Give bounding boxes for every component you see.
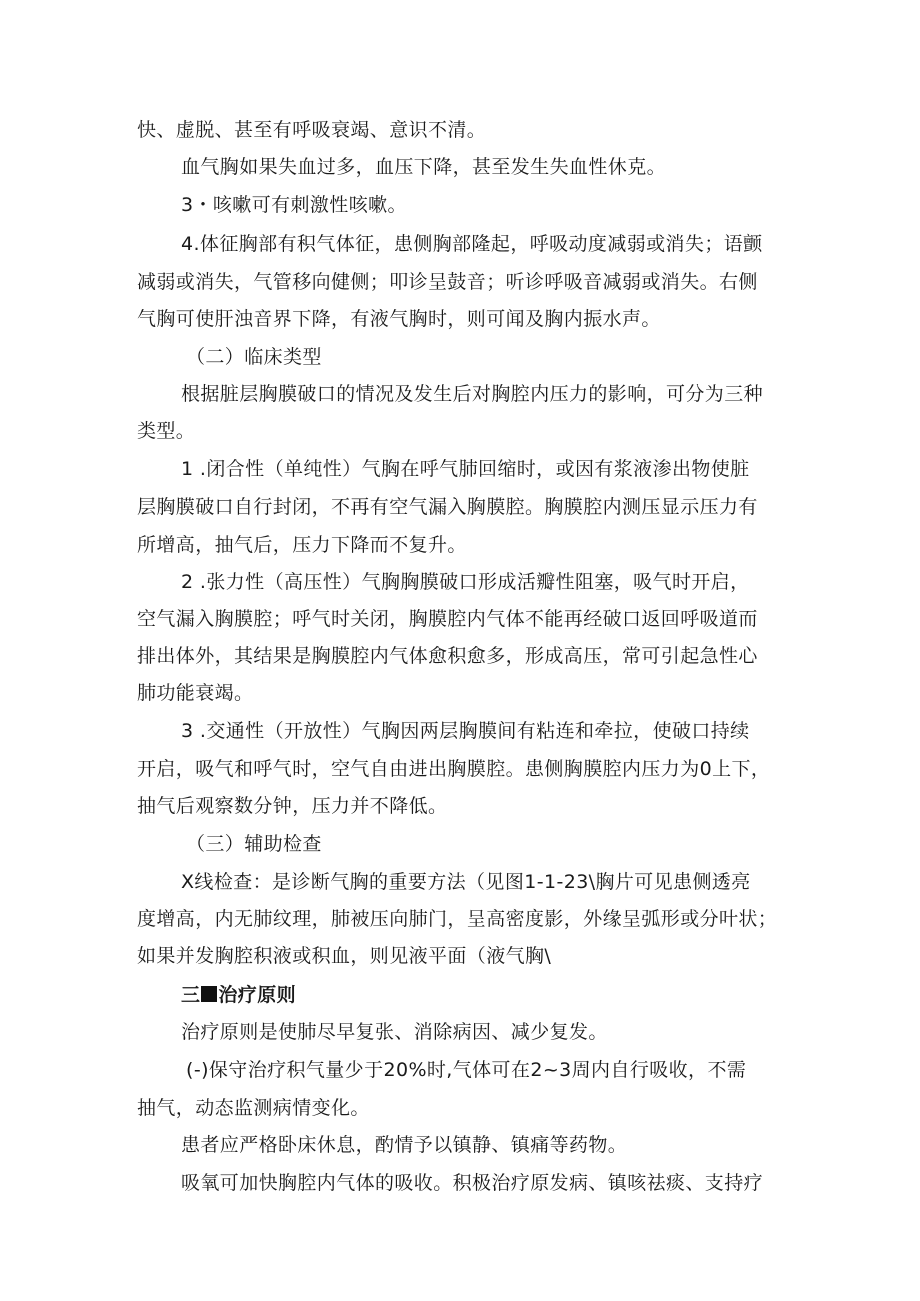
paragraph-line: 如果并发胸腔积液或积血，则见液平面（液气胸\ xyxy=(137,945,552,967)
paragraph-line: 根据脏层胸膜破口的情况及发生后对胸腔内压力的影响，可分为三种 xyxy=(181,383,764,405)
paragraph-line: 层胸膜破口自行封闭，不再有空气漏入胸膜腔。胸膜腔内测压显示压力有 xyxy=(137,496,758,518)
paragraph-line: 治疗原则是使肺尽早复张、消除病因、减少复发。 xyxy=(181,1021,608,1043)
paragraph-line: 空气漏入胸膜腔；呼气时关闭，胸膜腔内气体不能再经破口返回呼吸道而 xyxy=(137,608,758,630)
paragraph-line: X线检查：是诊断气胸的重要方法（见图1-1-23\胸片可见患侧透亮 xyxy=(181,871,751,893)
paragraph-line: 患者应严格卧床休息，酌情予以镇静、镇痛等药物。 xyxy=(181,1134,628,1156)
paragraph-line: 肺功能衰竭。 xyxy=(137,682,254,704)
paragraph-line: 类型。 xyxy=(137,420,196,442)
paragraph-line: 排出体外，其结果是胸膜腔内气体愈积愈多，形成高压，常可引起急性心 xyxy=(137,645,758,667)
chapter-heading xyxy=(181,983,296,1007)
filled-square-icon xyxy=(201,986,217,1002)
paragraph-line: (-)保守治疗积气量少于20%时,气体可在2~3周内自行吸收，不需 xyxy=(186,1059,747,1081)
paragraph-line: 吸氧可加快胸腔内气体的吸收。积极治疗原发病、镇咳祛痰、支持疗 xyxy=(181,1172,764,1194)
paragraph-line: 减弱或消失，气管移向健侧；叩诊呈鼓音；听诊呼吸音减弱或消失。右侧 xyxy=(137,271,758,293)
paragraph-line: 快、虚脱、甚至有呼吸衰竭、意识不清。 xyxy=(137,119,487,141)
paragraph-line: 抽气后观察数分钟，压力并不降低。 xyxy=(137,795,448,817)
paragraph-line: 1 .闭合性（单纯性）气胸在呼气肺回缩时，或因有浆液渗出物使脏 xyxy=(181,458,750,480)
chapter-title: 治疗原则 xyxy=(218,984,297,1006)
paragraph-line: 气胸可使肝浊音界下降，有液气胸时，则可闻及胸内振水声。 xyxy=(137,308,661,330)
section-heading: （二）临床类型 xyxy=(186,346,322,368)
paragraph-line: 度增高，内无肺纹理，肺被压向肺门，呈高密度影，外缘呈弧形或分叶状； xyxy=(137,908,778,930)
paragraph-line: 3・咳嗽可有刺激性咳嗽。 xyxy=(181,194,407,216)
paragraph-line: 开启，吸气和呼气时，空气自由进出胸膜腔。患侧胸膜腔内压力为0上下， xyxy=(137,758,771,780)
paragraph-line: 所增高，抽气后，压力下降而不复升。 xyxy=(137,534,467,556)
paragraph-line: 3 .交通性（开放性）气胸因两层胸膜间有粘连和牵拉，使破口持续 xyxy=(181,720,750,742)
paragraph-line: 2 .张力性（高压性）气胸胸膜破口形成活瓣性阻塞，吸气时开启， xyxy=(181,571,750,593)
paragraph-line: 血气胸如果失血过多，血压下降，甚至发生失血性休克。 xyxy=(181,156,667,178)
paragraph-line: 抽气，动态监测病情变化。 xyxy=(137,1097,370,1119)
section-heading: （三）辅助检查 xyxy=(186,833,322,855)
chapter-number: 三 xyxy=(181,984,201,1006)
paragraph-line: 4.体征胸部有积气体征，患侧胸部隆起，呼吸动度减弱或消失；语颤 xyxy=(181,233,763,255)
